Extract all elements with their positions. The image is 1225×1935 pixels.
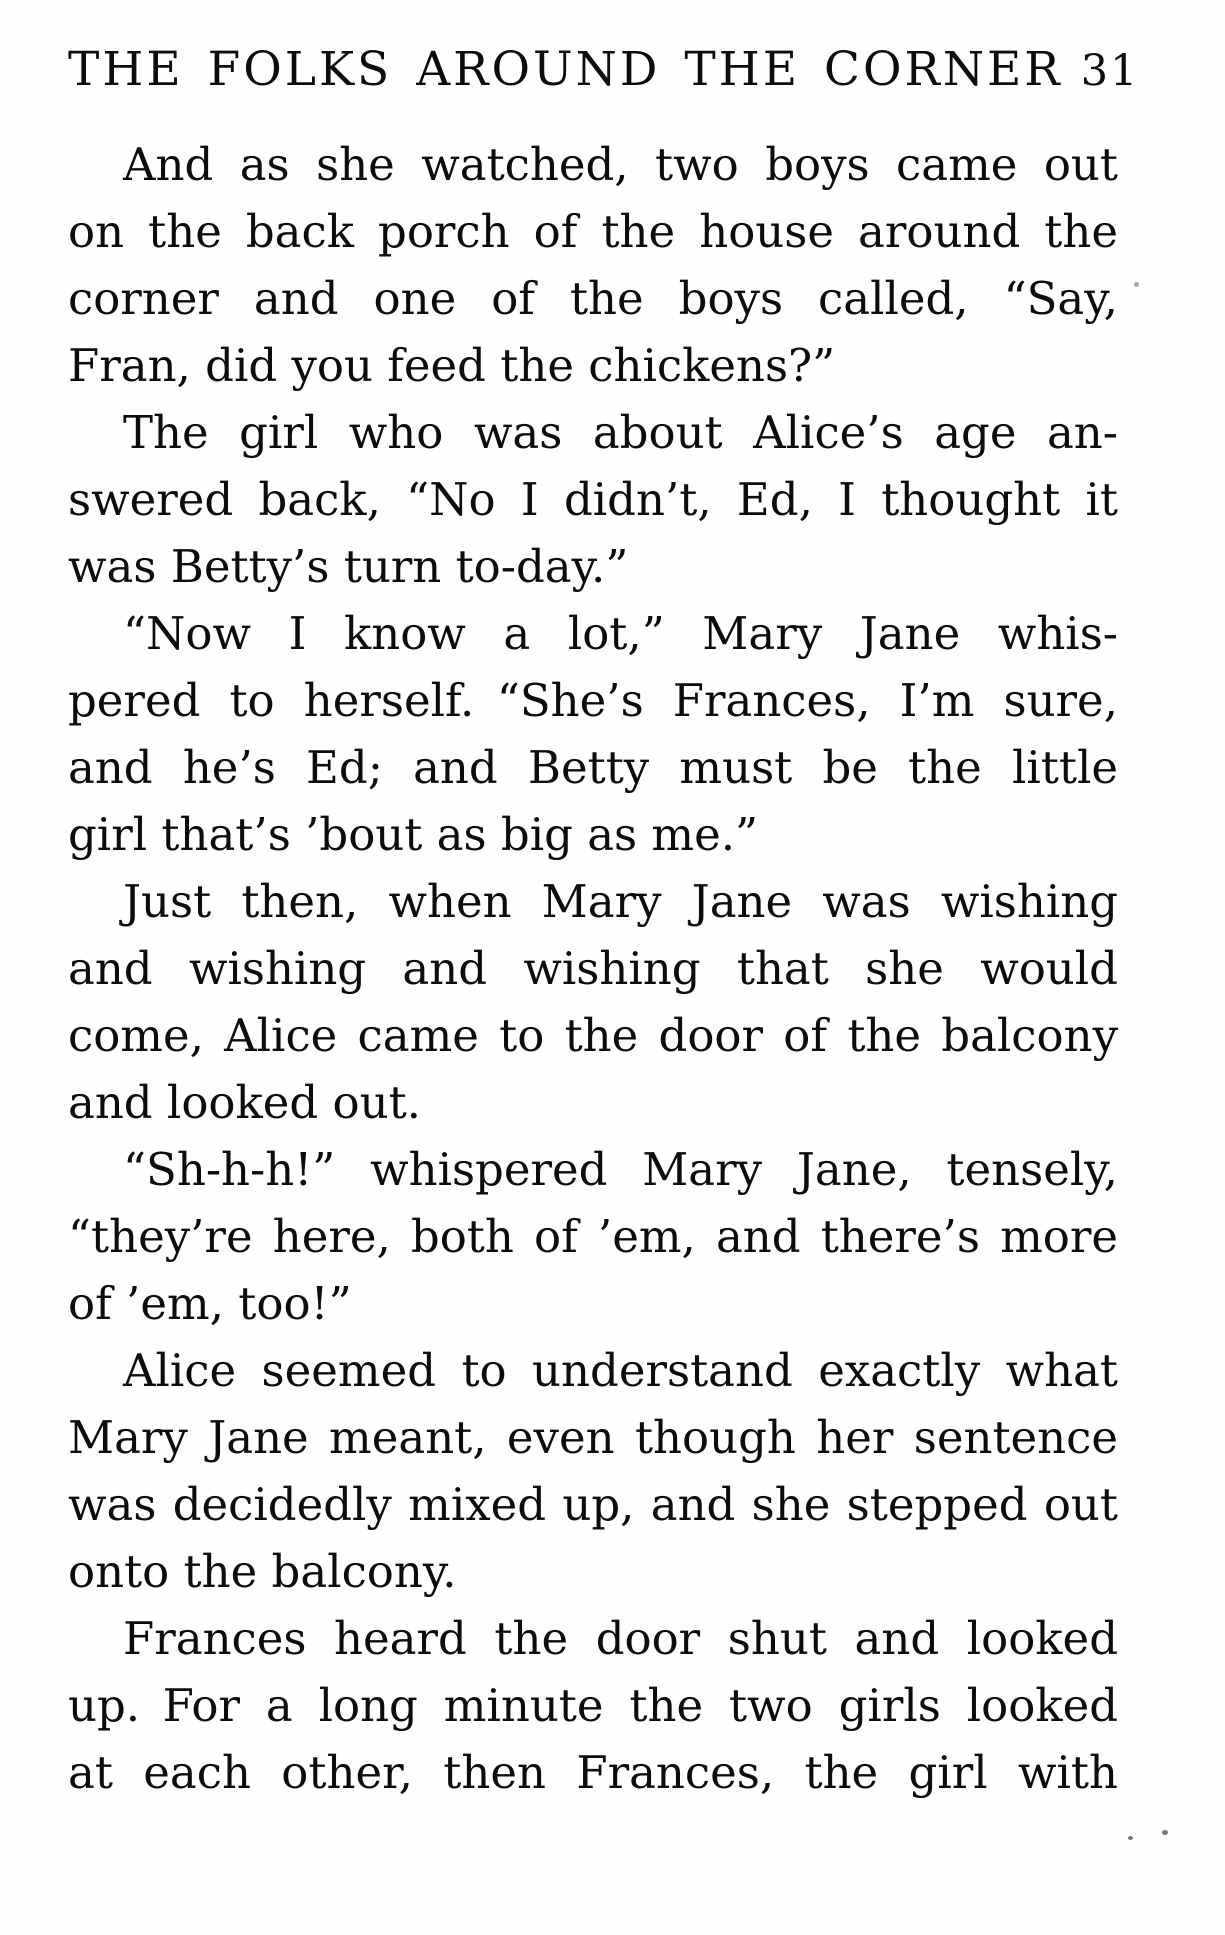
text-line: at each other, then Frances, the girl with — [68, 1746, 1118, 1799]
text-line: was Betty’s turn to-day.” — [68, 540, 629, 593]
page-number: 31 — [1080, 46, 1140, 96]
chapter-title: THE FOLKS AROUND THE CORNER — [68, 42, 1063, 97]
text-line: Frances heard the door shut and looked — [123, 1612, 1118, 1665]
text-line: “Sh-h-h!” whispered Mary Jane, tensely, — [123, 1143, 1118, 1196]
text-line: up. For a long minute the two girls looked — [68, 1679, 1118, 1732]
scan-artifact — [1134, 282, 1139, 287]
text-line: “they’re here, both of ’em, and there’s more — [68, 1210, 1118, 1263]
paragraph — [68, 600, 1118, 868]
text-line: and wishing and wishing that she would — [68, 942, 1118, 995]
text-line: on the back porch of the house around the — [68, 205, 1118, 258]
text-line: onto the balcony. — [68, 1545, 457, 1598]
text-line: Fran, did you feed the chickens?” — [68, 339, 836, 392]
text-line: and he’s Ed; and Betty must be the little — [68, 741, 1118, 794]
text-line: and looked out. — [68, 1076, 421, 1129]
text-line: And as she watched, two boys came out — [123, 138, 1118, 191]
text-line: Alice seemed to understand exactly what — [123, 1344, 1118, 1397]
text-line: come, Alice came to the door of the balcony — [68, 1009, 1118, 1062]
text-line: was decidedly mixed up, and she stepped out — [68, 1478, 1118, 1531]
text-line: “Now I know a lot,” Mary Jane whis- — [123, 607, 1118, 660]
text-line: pered to herself. “She’s Frances, I’m sure, — [68, 674, 1118, 727]
text-line: corner and one of the boys called, “Say, — [68, 272, 1118, 325]
text-line: Just then, when Mary Jane was wishing — [123, 875, 1118, 928]
text-line: The girl who was about Alice’s age an- — [123, 406, 1118, 459]
scan-artifact — [1162, 1830, 1168, 1835]
text-line: Mary Jane meant, even though her sentence — [68, 1411, 1118, 1464]
paragraph — [68, 1337, 1118, 1605]
text-line: girl that’s ’bout as big as me.” — [68, 808, 759, 861]
paragraph — [68, 868, 1118, 1136]
paragraph — [68, 1136, 1118, 1337]
running-header — [68, 42, 1140, 97]
text-line: of ’em, too!” — [68, 1277, 352, 1330]
body-text — [68, 131, 1118, 1806]
paragraph — [68, 131, 1118, 399]
paragraph — [68, 1605, 1118, 1806]
text-line: swered back, “No I didn’t, Ed, I thought it — [68, 473, 1118, 526]
paragraph — [68, 399, 1118, 600]
scan-artifact — [1128, 1836, 1133, 1840]
